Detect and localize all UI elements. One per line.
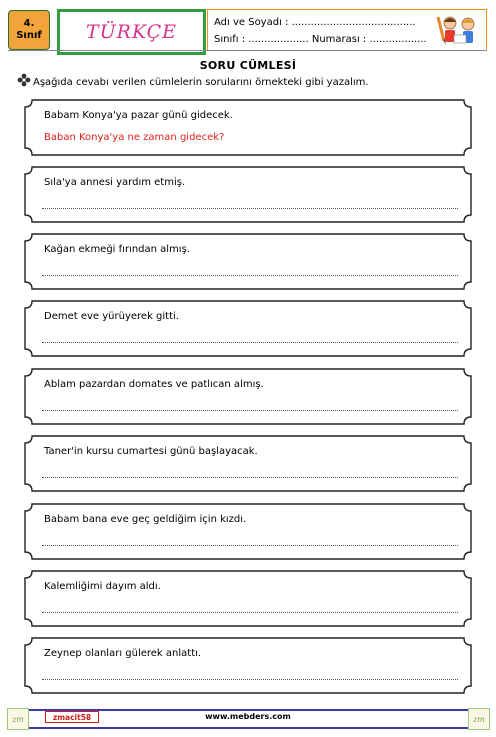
page-title: SORU CÜMLESİ xyxy=(199,59,297,72)
subject-box xyxy=(57,9,206,55)
flower-icon xyxy=(17,73,31,87)
answer-line[interactable] xyxy=(42,342,458,343)
card-frame xyxy=(24,503,472,560)
card-frame xyxy=(24,570,472,627)
question-card xyxy=(24,435,472,492)
name-field[interactable]: Adı ve Soyadı : ....................................... xyxy=(214,17,416,28)
answer-line[interactable] xyxy=(42,679,458,680)
answer-line[interactable] xyxy=(42,612,458,613)
card-frame xyxy=(24,300,472,357)
children-illustration-icon xyxy=(430,13,482,47)
question-card xyxy=(24,368,472,425)
card-frame xyxy=(24,435,472,492)
given-sentence: Taner'in kursu cumartesi günü başlayacak. xyxy=(44,446,258,457)
given-sentence: Zeynep olanları gülerek anlattı. xyxy=(44,648,202,659)
student-info-box xyxy=(207,9,487,51)
answer-line[interactable] xyxy=(42,410,458,411)
card-frame xyxy=(24,368,472,425)
answer-line[interactable] xyxy=(42,275,458,276)
card-frame xyxy=(24,99,472,156)
given-sentence: Kalemliğimi dayım aldı. xyxy=(44,581,161,592)
instruction-text: Aşağıda cevabı verilen cümlelerin sorularını örnekteki gibi yazalım. xyxy=(33,77,369,88)
question-card xyxy=(24,637,472,694)
given-sentence: Babam Konya'ya pazar günü gidecek. xyxy=(44,110,233,121)
subject-title: TÜRKÇE xyxy=(85,21,178,43)
card-frame xyxy=(24,637,472,694)
footer-url[interactable]: www.mebders.com xyxy=(205,712,291,721)
question-card xyxy=(24,570,472,627)
given-sentence: Kağan ekmeği fırından almış. xyxy=(44,244,190,255)
zm-left-badge-icon: zm xyxy=(7,708,29,730)
card-frame xyxy=(24,233,472,290)
given-sentence: Ablam pazardan domates ve patlıcan almış. xyxy=(44,379,264,390)
given-sentence: Babam bana eve geç geldiğim için kızdı. xyxy=(44,514,247,525)
answer-line[interactable] xyxy=(42,477,458,478)
grade-badge xyxy=(8,10,50,50)
sample-question: Baban Konya'ya ne zaman gidecek? xyxy=(44,132,225,143)
header-divider xyxy=(8,50,486,51)
question-card xyxy=(24,99,472,156)
card-frame xyxy=(24,166,472,223)
zm-right-badge-icon: zm xyxy=(468,708,490,730)
question-card xyxy=(24,300,472,357)
answer-line[interactable] xyxy=(42,545,458,546)
given-sentence: Sıla'ya annesi yardım etmiş. xyxy=(44,177,186,188)
given-sentence: Demet eve yürüyerek gitti. xyxy=(44,311,179,322)
grade-number: 4. xyxy=(23,18,35,29)
grade-word: Sınıf xyxy=(16,30,42,41)
question-card xyxy=(24,503,472,560)
class-number-field[interactable]: Sınıfı : ................... Numarası : .................. xyxy=(214,34,427,45)
question-card xyxy=(24,233,472,290)
footer-tag: zmacit58 xyxy=(45,711,99,723)
answer-line[interactable] xyxy=(42,208,458,209)
question-card xyxy=(24,166,472,223)
